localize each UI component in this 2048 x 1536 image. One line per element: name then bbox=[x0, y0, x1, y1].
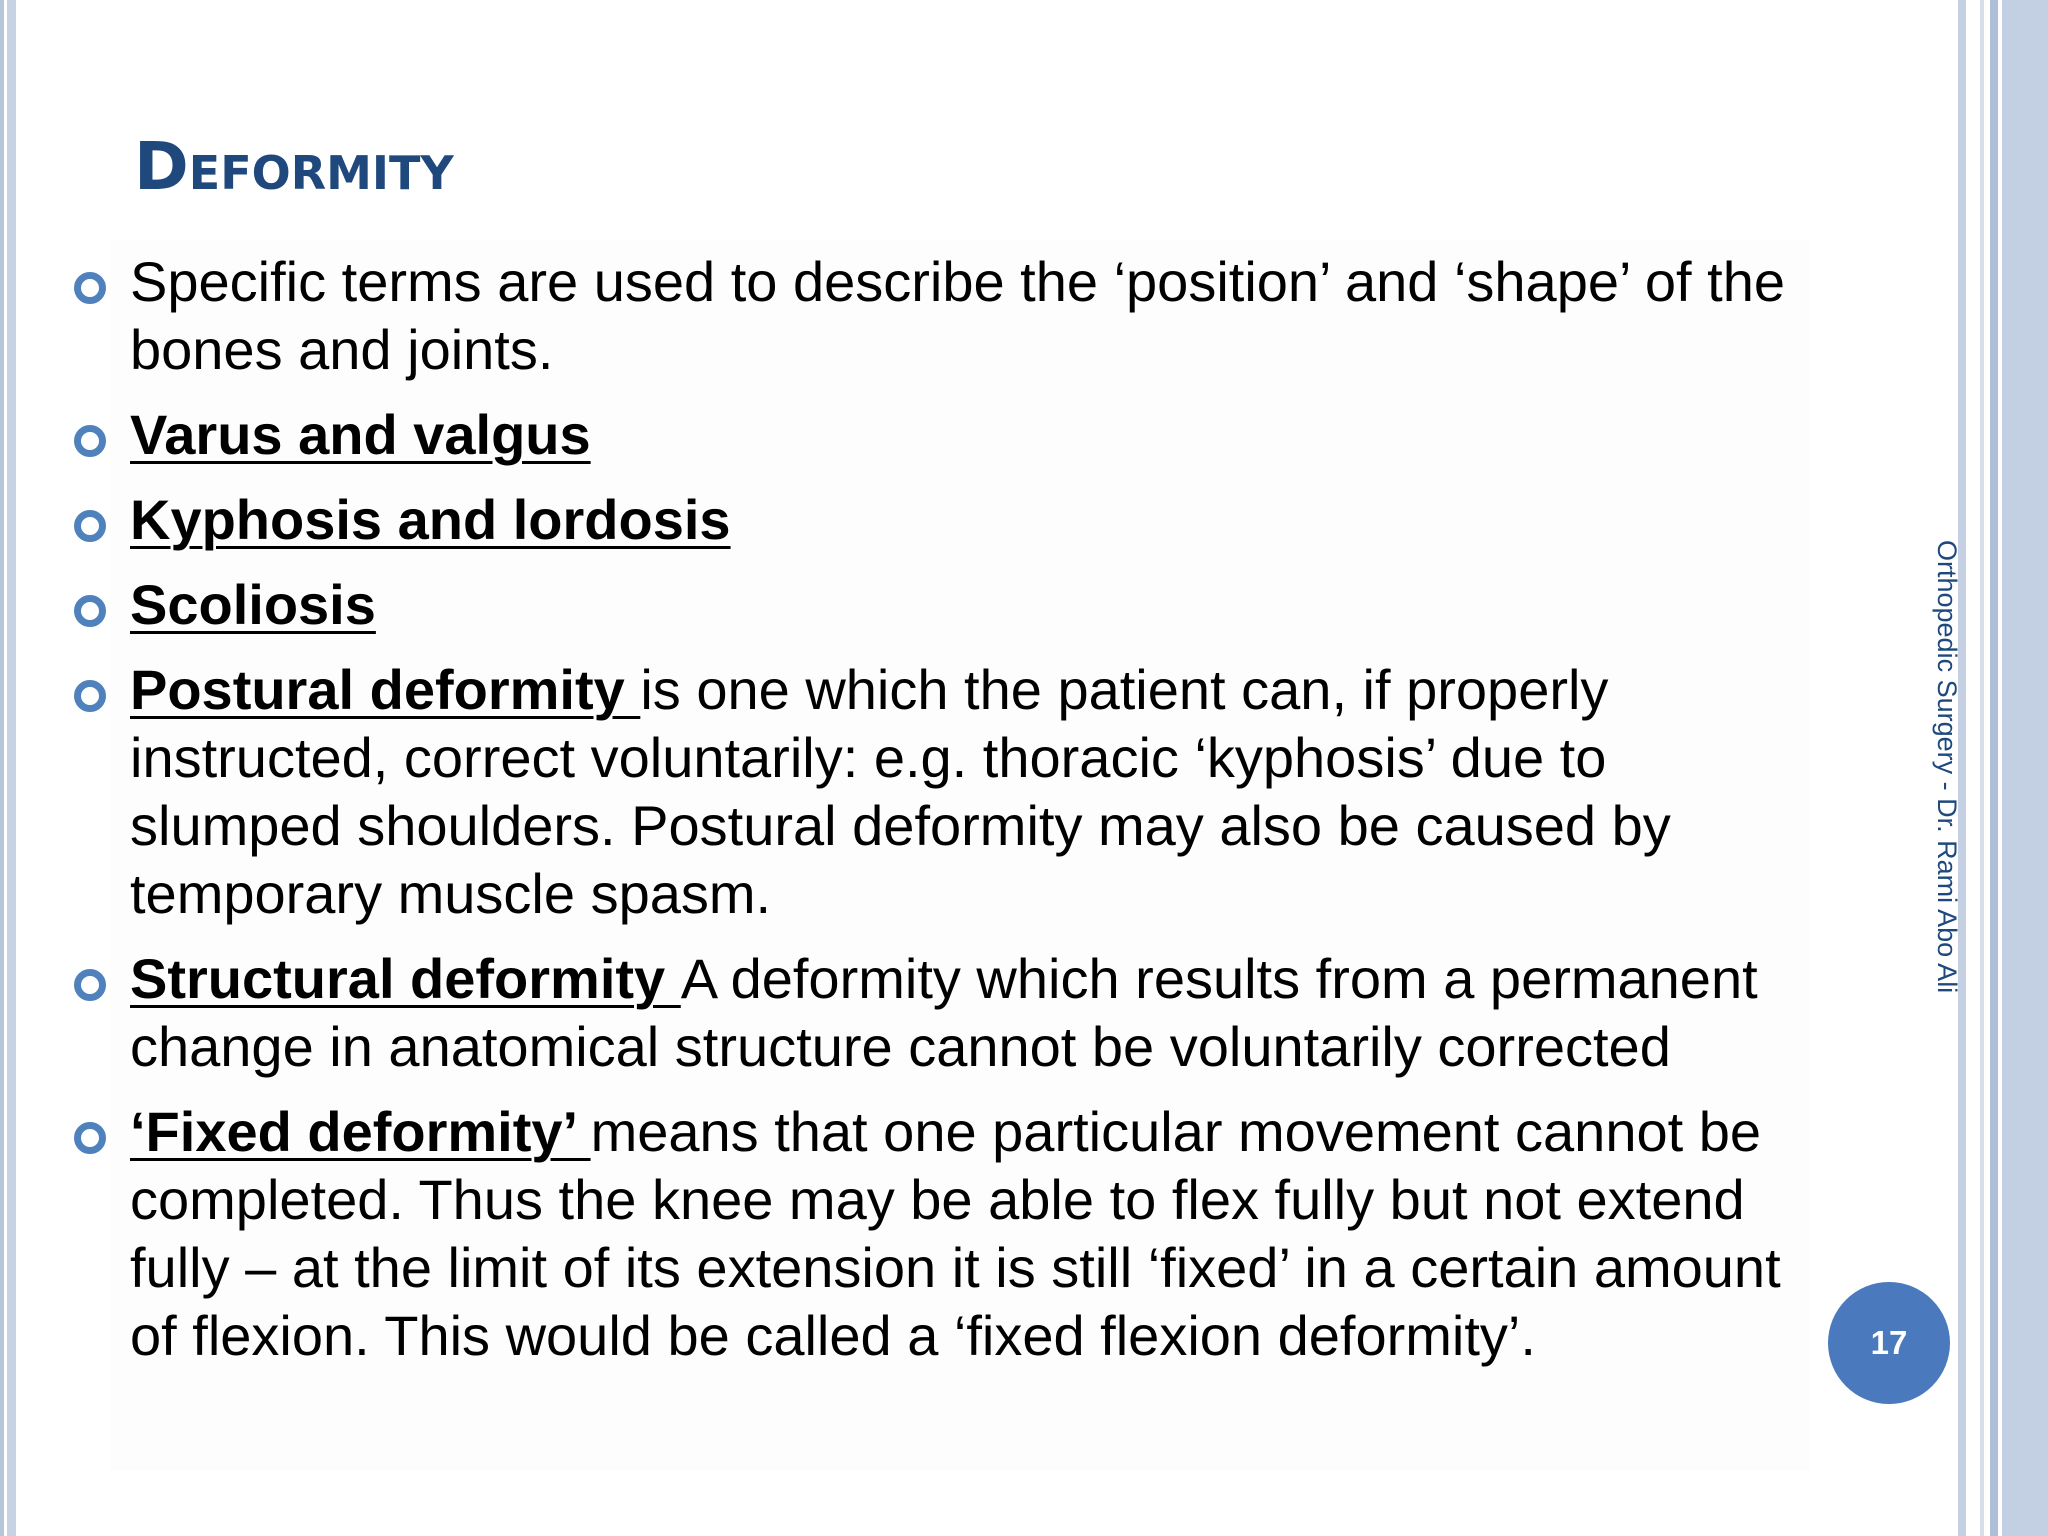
bullet-text: means that one particular movement cannot be completed. Thus the knee may be able to flex fully but not extend fully – at the limit of its extension it is still ‘fixed’ in a certain amount of flexion. This would be called a ‘fixed flexion deformity’. bbox=[130, 1100, 1781, 1367]
bullet-text: is one which the patient can, if properly instructed, correct voluntarily: e.g. thoracic ‘kyphosis’ due to slumped shoulders. Postural deformity may also be caused by temporary muscle spasm. bbox=[130, 658, 1671, 925]
bullet-term: Scoliosis bbox=[130, 573, 376, 636]
bullet-item bbox=[68, 656, 1808, 928]
bullet-item bbox=[68, 571, 1808, 639]
bullet-circle-icon bbox=[74, 595, 106, 627]
bullet-circle-icon bbox=[74, 425, 106, 457]
bullet-term: Postural deformity bbox=[130, 658, 641, 721]
bullet-item bbox=[68, 1098, 1808, 1370]
bullet-circle-icon bbox=[74, 1122, 106, 1154]
bullet-text: Specific terms are used to describe the ‘position’ and ‘shape’ of the bones and joints. bbox=[130, 250, 1786, 381]
bullet-list bbox=[68, 248, 1808, 1387]
left-border-decoration bbox=[0, 0, 16, 1536]
bullet-circle-icon bbox=[74, 680, 106, 712]
bullet-circle-icon bbox=[74, 272, 106, 304]
bullet-circle-icon bbox=[74, 510, 106, 542]
bullet-item bbox=[68, 401, 1808, 469]
slide-title: Deformity bbox=[134, 128, 454, 205]
bullet-text: A deformity which results from a permanent change in anatomical structure cannot be voluntarily corrected bbox=[130, 947, 1758, 1078]
page-number-badge: 17 bbox=[1828, 1282, 1950, 1404]
bullet-item bbox=[68, 945, 1808, 1081]
footer-author-vertical: Orthopedic Surgery - Dr. Rami Abo Ali bbox=[1932, 540, 1962, 994]
bullet-circle-icon bbox=[74, 969, 106, 1001]
bullet-term: Varus and valgus bbox=[130, 403, 591, 466]
bullet-item bbox=[68, 248, 1808, 384]
right-stripe-decoration bbox=[1958, 0, 2048, 1536]
bullet-term: Kyphosis and lordosis bbox=[130, 488, 731, 551]
bullet-term: Structural deformity bbox=[130, 947, 681, 1010]
bullet-item bbox=[68, 486, 1808, 554]
bullet-term: ‘Fixed deformity’ bbox=[130, 1100, 591, 1163]
